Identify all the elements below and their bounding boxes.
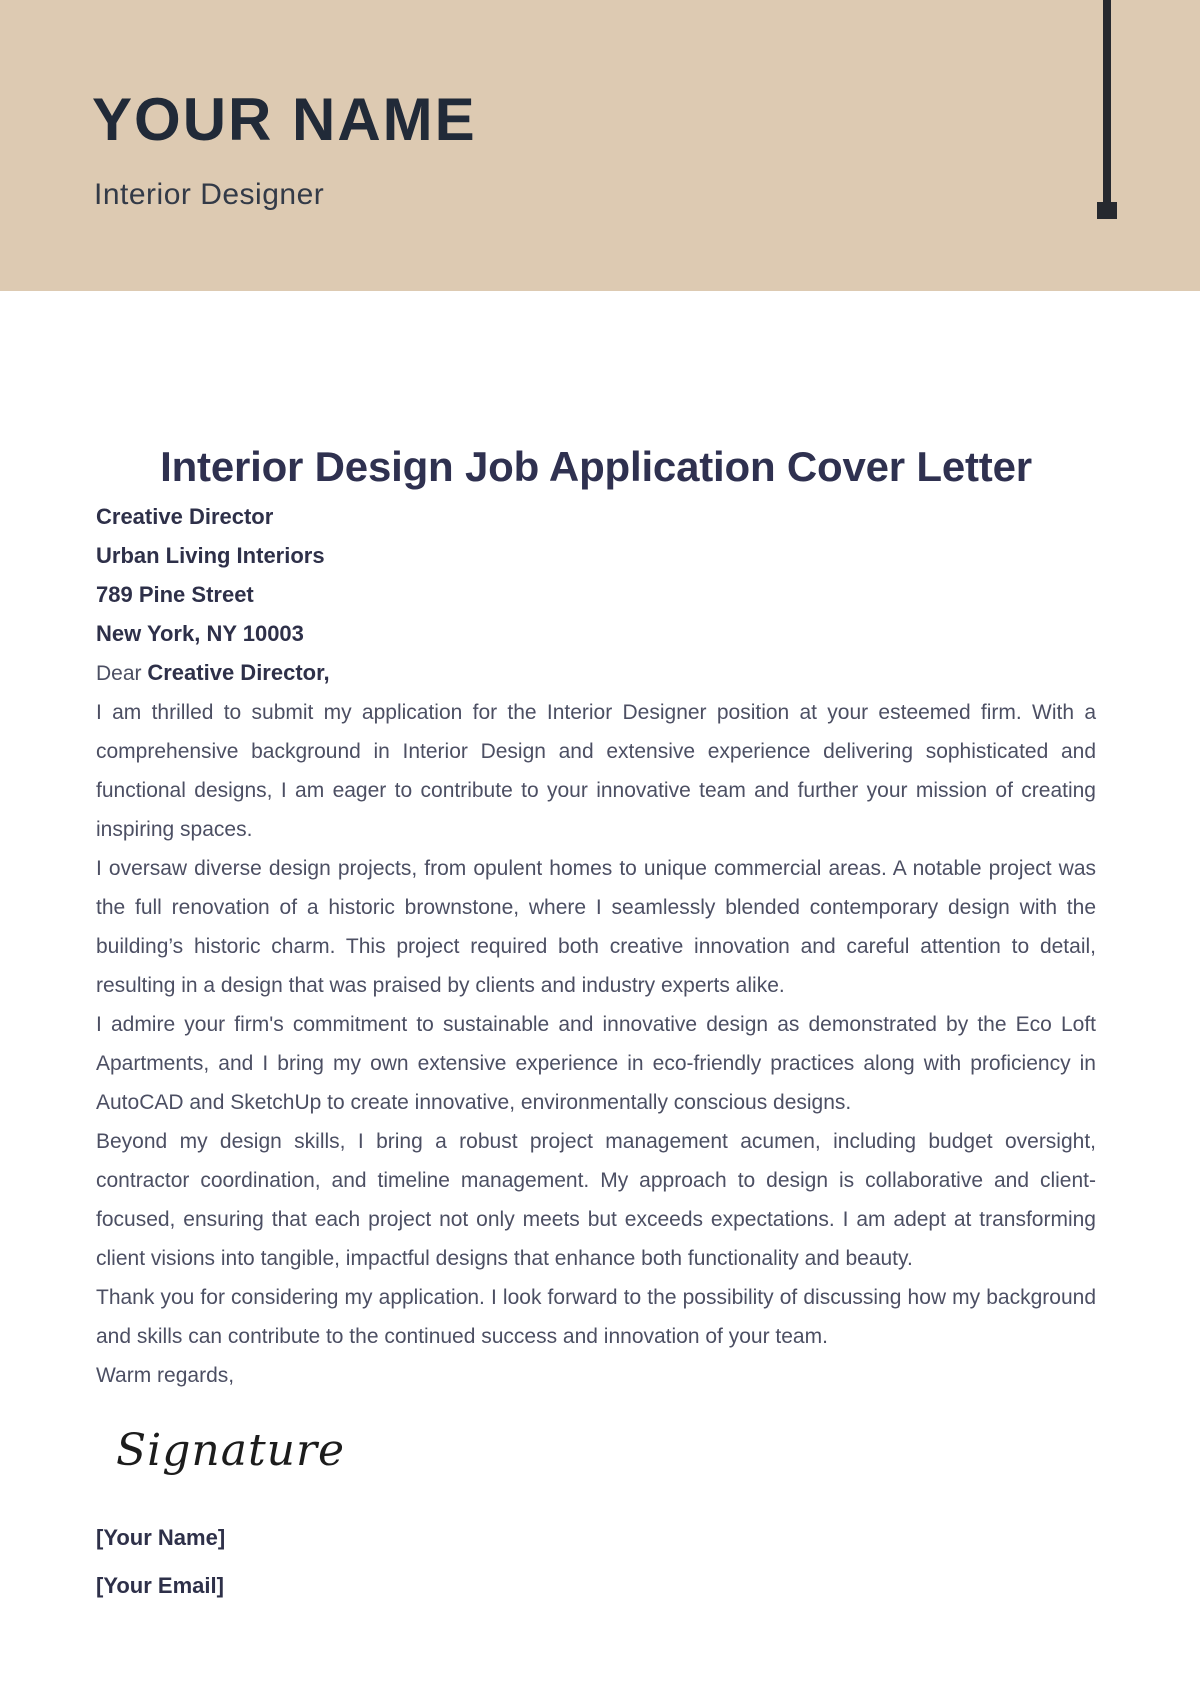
letter-title: Interior Design Job Application Cover Letter bbox=[160, 443, 1032, 490]
pendant-line-icon bbox=[0, 0, 1200, 291]
recipient-company: Urban Living Interiors bbox=[96, 543, 325, 568]
recipient-title: Creative Director bbox=[96, 504, 274, 529]
recipient-street: 789 Pine Street bbox=[96, 582, 254, 607]
salutation-recipient: Creative Director, bbox=[147, 660, 330, 685]
paragraph-skills: Beyond my design skills, I bring a robust project management acumen, including budget oversight, contractor coordination, and timeline management. My approach to design is collaborative and client-focused, ensuring that each project not only meets but exceeds expectations. I am adept at transforming client visions into tangible, impactful designs that enhance both functionality and beauty. bbox=[96, 1130, 1096, 1270]
paragraph-experience: I oversaw diverse design projects, from opulent homes to unique commercial areas. A notable project was the full renovation of a historic brownstone, where I seamlessly blended contemporary design with the building’s historic charm. This project required both creative innovation and careful attention to detail, resulting in a design that was praised by clients and industry experts alike. bbox=[96, 857, 1096, 997]
letter-body bbox=[96, 442, 1096, 1605]
sender-name-placeholder: [Your Name] bbox=[96, 1525, 226, 1550]
recipient-city: New York, NY 10003 bbox=[96, 621, 304, 646]
pendant-plumb-bob bbox=[1097, 202, 1117, 219]
header-name: YOUR NAME bbox=[92, 86, 477, 153]
paragraph-introduction: I am thrilled to submit my application for the Interior Designer position at your esteemed firm. With a comprehensive background in Interior Design and extensive experience delivering sophisticated and functional designs, I am eager to contribute to your innovative team and further your mission of creating inspiring spaces. bbox=[96, 701, 1096, 841]
header-banner bbox=[0, 0, 1200, 291]
paragraph-firm-admiration: I admire your firm's commitment to sustainable and innovative design as demonstrated by the Eco Loft Apartments, and I bring my own extensive experience in eco-friendly practices along with proficiency in AutoCAD and SketchUp to create innovative, environmentally conscious designs. bbox=[96, 1013, 1096, 1114]
signature-script: Signature bbox=[116, 1425, 346, 1476]
paragraph-thanks: Thank you for considering my application. I look forward to the possibility of discussing how my background and skills can contribute to the continued success and innovation of your team. bbox=[96, 1286, 1096, 1348]
header-role: Interior Designer bbox=[94, 178, 325, 211]
closing-line: Warm regards, bbox=[96, 1364, 235, 1387]
salutation-prefix: Dear bbox=[96, 662, 148, 685]
pendant-cord bbox=[1103, 0, 1111, 203]
recipient-block bbox=[96, 497, 1096, 653]
sender-email-placeholder: [Your Email] bbox=[96, 1573, 224, 1598]
salutation-line bbox=[96, 653, 1096, 693]
